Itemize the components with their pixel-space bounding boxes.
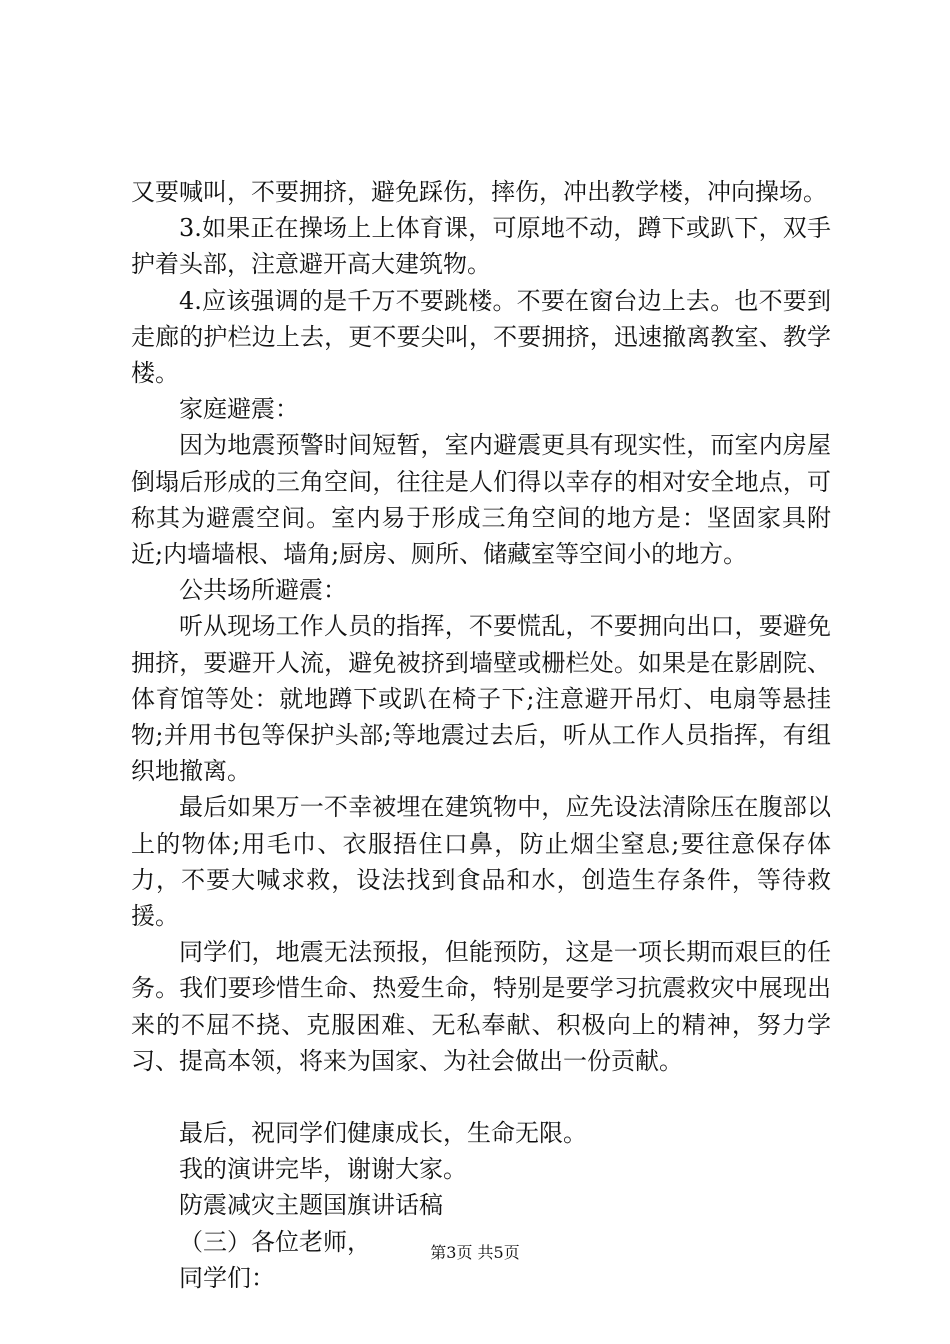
paragraph: 3.如果正在操场上上体育课，可原地不动，蹲下或趴下，双手护着头部，注意避开高大建筑物。	[131, 214, 831, 279]
section-heading: 公共场所避震：	[179, 576, 347, 605]
closing-line: 最后，祝同学们健康成长，生命无限。	[179, 1119, 587, 1148]
paragraph: 同学们，地震无法预报，但能预防，这是一项长期而艰巨的任务。我们要珍惜生命、热爱生命，特别是要学习抗震救灾中展现出来的不屈不挠、克服困难、无私奉献、积极向上的精神，努力学习、提高本领，将来为国家、为社会做出一份贡献。	[131, 938, 831, 1075]
page-footer: 第3页 共5页	[430, 1243, 520, 1262]
document-body	[131, 174, 831, 1296]
section-title: 防震减灾主题国旗讲话稿	[179, 1191, 443, 1220]
salutation-line: 同学们：	[179, 1263, 275, 1292]
paragraph: 4.应该强调的是千万不要跳楼。不要在窗台边上去。也不要到走廊的护栏边上去，更不要尖叫，不要拥挤，迅速撤离教室、教学楼。	[131, 286, 831, 388]
salutation-line: （三）各位老师，	[179, 1227, 371, 1256]
closing-line: 我的演讲完毕，谢谢大家。	[179, 1155, 467, 1184]
paragraph: 又要喊叫，不要拥挤，避免踩伤，摔伤，冲出教学楼，冲向操场。	[131, 178, 827, 206]
paragraph: 最后如果万一不幸被埋在建筑物中，应先设法清除压在腹部以上的物体;用毛巾、衣服捂住口鼻，防止烟尘窒息;要往意保存体力，不要大喊求救，设法找到食品和水，创造生存条件，等待救援。	[131, 793, 831, 931]
paragraph: 听从现场工作人员的指挥，不要慌乱，不要拥向出口，要避免拥挤，要避开人流，避免被挤到墙壁或栅栏处。如果是在影剧院、体育馆等处：就地蹲下或趴在椅子下;注意避开吊灯、电扇等悬挂物;并用书包等保护头部;等地震过去后，听从工作人员指挥，有组织地撤离。	[131, 612, 831, 786]
section-heading: 家庭避震：	[179, 395, 299, 424]
paragraph-spacer	[131, 1079, 831, 1115]
paragraph: 因为地震预警时间短暂，室内避震更具有现实性，而室内房屋倒塌后形成的三角空间，往往是人们得以幸存的相对安全地点，可称其为避震空间。室内易于形成三角空间的地方是：坚固家具附近;内墙墙根、墙角;厨房、厕所、储藏室等空间小的地方。	[131, 431, 831, 569]
